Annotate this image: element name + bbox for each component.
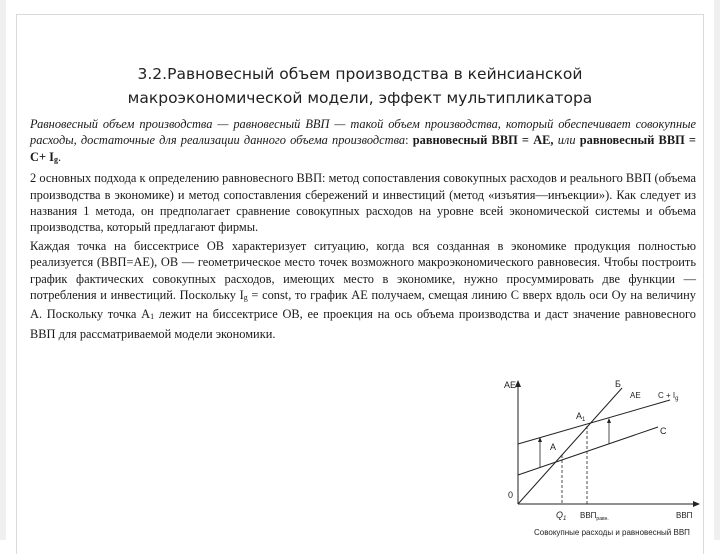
ae-line	[518, 400, 670, 444]
vvp-eq-text: ВВП	[580, 511, 597, 520]
bisector-ob	[518, 388, 622, 504]
x-q1-label	[556, 510, 566, 522]
ig-sub: g	[243, 293, 248, 303]
paragraph-bisector	[30, 238, 696, 342]
shift-arrowhead-2	[607, 418, 611, 423]
c-ig-sub: g	[675, 396, 679, 402]
formula-2-sub: g	[53, 154, 58, 164]
c-line	[518, 427, 658, 475]
a1-text: A	[576, 411, 583, 421]
slide-title	[60, 62, 660, 110]
or-word: или	[557, 133, 576, 148]
bisector-text-1: Каждая точка на биссектрисе ОВ характеризует ситуацию, когда вся созданная в экономике продукция полностью реализуется (ВВП=АЕ), ОВ — геометрическое место точек возможного макроэкономического равновесия. Чтобы построить график фактических совокупных расходов, имеющих место в экономике, нужно просуммировать две функции — потребления и инвестиций. Поскольку I	[30, 238, 696, 303]
point-b-label: Б	[615, 379, 621, 389]
period: .	[57, 149, 62, 164]
q1-text: Q	[556, 510, 564, 520]
point-a-label: A	[550, 442, 557, 452]
x-axis-arrow	[693, 501, 700, 507]
a1-sub: 1	[150, 312, 155, 322]
formula-1: равновесный ВВП = AE,	[412, 133, 554, 148]
title-line-2: макроэкономической модели, эффект мультипликатора	[127, 89, 593, 107]
chart-caption: Совокупные расходы и равновесный ВВП	[534, 528, 690, 537]
origin-label: 0	[508, 490, 514, 500]
right-decor-bar	[714, 0, 720, 540]
formula-2-text: равновесный ВВП = C+ I	[30, 133, 696, 164]
q1-subscript: 1	[563, 516, 567, 522]
title-line-1: 3.2.Равновесный объем производства в кейнсианской	[137, 65, 583, 83]
a1-subscript: 1	[582, 417, 586, 423]
paragraph-approaches: 2 основных подхода к определению равновесного ВВП: метод сопоставления совокупных расходов и реального ВВП (объема производства в экономике) и метод сопоставления сбережений и инвестиций (метод «изъятия—инъекции»). Как следует из названия 1 метода, он предполагает сравнение совокупных расходов на уровне всей экономической системы и объема производства, который предлагают фирмы.	[30, 171, 696, 235]
y-axis-label: AE	[504, 380, 517, 390]
vvp-eq-subscript: равн.	[596, 516, 609, 522]
definition-text: Равновесный объем производства — равновесный ВВП — такой объем производства, который обеспечивает совокупные расходы, достаточные для реализации данного объема производства	[30, 117, 696, 148]
paragraph-definition	[30, 116, 696, 168]
slide-body	[30, 116, 696, 344]
c-ig-text: C + I	[658, 391, 676, 400]
bisector-text-2: = const, то график AE получаем, смещая линию С вверх вдоль оси Оу на величину А. Поскольку точка А	[30, 288, 697, 322]
x-vvp-eq-label	[580, 511, 609, 522]
c-line-label: C	[660, 426, 667, 436]
colon: :	[405, 133, 409, 148]
equilibrium-diagram	[500, 378, 710, 540]
x-vvp-label: ВВП	[676, 511, 693, 520]
bisector-text-3: лежит на биссектрисе ОВ, ее проекция на ось объема производства и даст значение равновесного ВВП для рассматриваемой модели экономики.	[30, 307, 696, 341]
left-decor-bar	[0, 0, 6, 540]
point-a1-label	[576, 411, 586, 423]
ae-line-label: AE	[630, 391, 641, 400]
